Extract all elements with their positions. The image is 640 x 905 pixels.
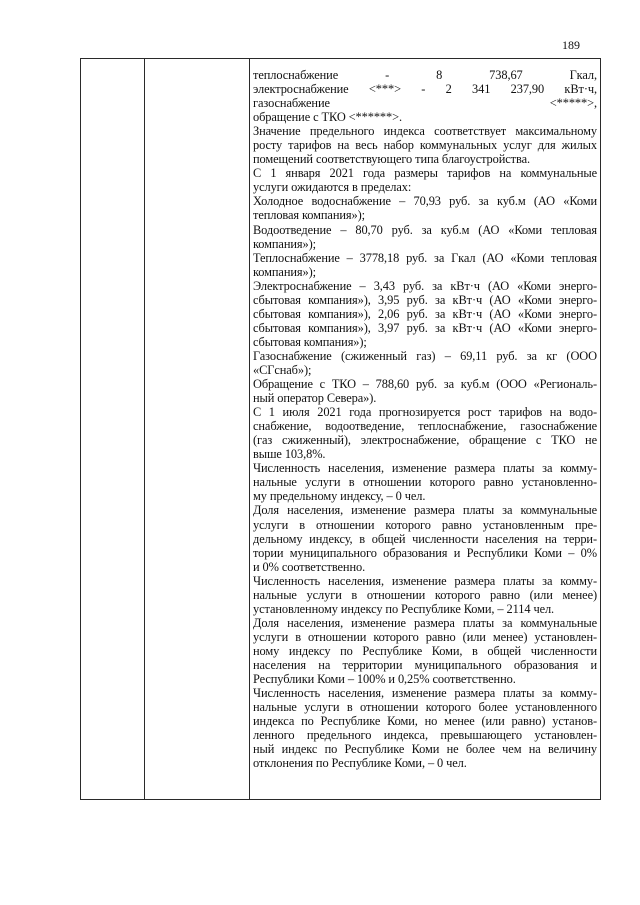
text-line: газоснабжение <*****>, [253,96,597,111]
text-line: сбытовая компания»), 2,06 руб. за кВт·ч (АО «Коми энерго- [253,306,597,321]
paragraph [253,166,597,194]
text-line: дельному индексу, в общей численности населения на терри- [253,531,597,546]
text-line: Доля населения, изменение размера платы за коммунальные [253,503,597,518]
text-line: ному индексу по Республике Коми, в общей численности [253,643,597,658]
text-line: компания»); [253,236,316,251]
text-line: С 1 января 2021 года размеры тарифов на коммунальные [253,166,597,181]
paragraph [253,279,597,349]
text-line: услуги ожидаются в пределах: [253,180,412,195]
text-line: нальные услуги в отношении которого более установленного [253,700,597,715]
text-line: Численность населения, изменение размера платы за комму- [253,573,597,588]
text-line: Обращение с ТКО – 788,60 руб. за куб.м (ООО «Региональ- [253,377,597,392]
column-divider-2 [249,59,250,799]
text-line: услуги в отношении которого равно установленным пре- [253,517,597,532]
text-line: отклонения по Республике Коми, – 0 чел. [253,756,467,771]
paragraph [253,616,597,686]
text-line: Водоотведение – 80,70 руб. за куб.м (АО «Коми тепловая [253,222,597,237]
text-line: компания»); [253,264,316,279]
text-line: росту тарифов на весь набор коммунальных услуг для жилых [253,138,597,153]
paragraph [253,686,597,770]
paragraph [253,194,597,222]
paragraph [253,349,597,377]
text-line: индекса по Республике Коми, но менее (или равно) установ- [253,714,597,729]
text-line: Численность населения, изменение размера платы за комму- [253,461,597,476]
paragraph [253,405,597,461]
paragraph [253,503,597,573]
text-line: Газоснабжение (сжиженный газ) – 69,11 руб. за кг (ООО [253,348,597,363]
text-line: С 1 июля 2021 года прогнозируется рост тарифов на водо- [253,405,597,420]
text-line: нальные услуги в отношении которого равно установленно- [253,475,597,490]
text-line: Электроснабжение – 3,43 руб. за кВт·ч (АО «Коми энерго- [253,278,597,293]
text-line: «СГснаб»); [253,362,312,377]
text-line: выше 103,8%. [253,447,326,462]
paragraph [253,251,597,279]
paragraph [253,574,597,616]
column-divider-1 [144,59,145,799]
text-line: сбытовая компания»); [253,334,367,349]
paragraph [253,377,597,405]
text-line: установленному индексу по Республике Коми, – 2114 чел. [253,601,555,616]
text-line: тепловая компания»); [253,208,365,223]
text-line: обращение с ТКО <******>. [253,110,403,125]
text-line: Холодное водоснабжение – 70,93 руб. за куб.м (АО «Коми [253,194,597,209]
text-line: нальные услуги в отношении которого равно (или менее) [253,587,597,602]
text-line: услуги в отношении которого равно (или менее) установлен- [253,629,597,644]
page-number: 189 [562,38,580,52]
paragraph [253,68,597,124]
text-line: Значение предельного индекса соответствует максимальному [253,124,597,139]
text-line: Численность населения, изменение размера платы за комму- [253,686,597,701]
text-line: ный индекс по Республике Коми не более чем на величину [253,742,597,757]
table-text-cell [253,68,597,770]
paragraph [253,461,597,503]
text-line: населения на территории муниципального образования и [253,657,597,672]
text-line: сбытовая компания»), 3,97 руб. за кВт·ч (АО «Коми энерго- [253,320,597,335]
text-line: тории муниципального образования и Республики Коми – 0% [253,545,597,560]
text-line: электроснабжение <***> - 2 341 237,90 кВт·ч, [253,82,597,97]
text-line: ленного предельного индекса, превышающего установлен- [253,728,597,743]
text-line: теплоснабжение - 8 738,67 Гкал, [253,68,597,82]
text-line: Теплоснабжение – 3778,18 руб. за Гкал (АО «Коми тепловая [253,250,597,265]
text-line: снабжение, водоотведение, теплоснабжение, газоснабжение [253,419,597,434]
text-line: ный оператор Севера»). [253,391,377,406]
paragraph [253,124,597,166]
paragraph [253,223,597,251]
text-line: Доля населения, изменение размера платы за коммунальные [253,615,597,630]
text-line: сбытовая компания»), 3,95 руб. за кВт·ч (АО «Коми энерго- [253,292,597,307]
text-line: му предельному индексу, – 0 чел. [253,489,426,504]
text-line: (газ сжиженный), электроснабжение, обращение с ТКО не [253,433,597,448]
text-line: помещений соответствующего типа благоустройства. [253,152,530,167]
text-line: и 0% соответственно. [253,559,366,574]
text-line: Республики Коми – 100% и 0,25% соответственно. [253,672,516,687]
